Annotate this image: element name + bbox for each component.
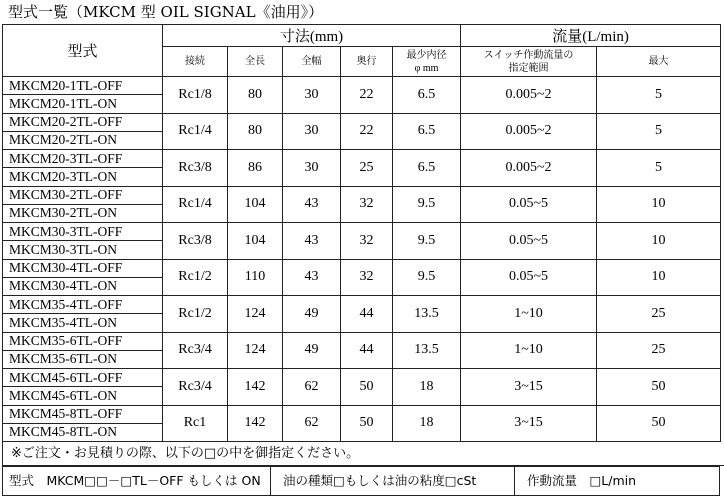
cell-switch-range: 3~15 <box>461 405 597 442</box>
cell-length: 80 <box>228 77 283 114</box>
order-spec-row <box>2 466 720 496</box>
order-flow-spec: 作動流量 □L/min <box>527 473 637 488</box>
cell-switch-range: 0.005~2 <box>461 113 597 150</box>
cell-length: 86 <box>228 150 283 187</box>
header-length: 全長 <box>228 47 283 77</box>
model-spec-table <box>2 24 721 442</box>
cell-min-bore: 6.5 <box>393 113 461 150</box>
header-width: 全幅 <box>283 47 341 77</box>
cell-length: 124 <box>228 296 283 333</box>
cell-connection: Rc1/2 <box>163 296 228 333</box>
table-row <box>3 113 721 131</box>
order-model-spec: 型式 MKCM□□－□TL－OFF もしくは ON <box>3 467 271 495</box>
header-model: 型式 <box>3 25 163 77</box>
header-switch-range <box>461 47 597 77</box>
model-on: MKCM20-2TL-ON <box>3 131 163 149</box>
model-off: MKCM20-3TL-OFF <box>3 150 163 168</box>
cell-length: 124 <box>228 332 283 369</box>
cell-switch-range: 1~10 <box>461 296 597 333</box>
cell-depth: 44 <box>341 296 393 333</box>
order-oil-spec: 油の種類□もしくは油の粘度□cSt <box>271 467 515 495</box>
cell-connection: Rc3/8 <box>163 223 228 260</box>
model-on: MKCM30-4TL-ON <box>3 277 163 295</box>
header-connection: 接続 <box>163 47 228 77</box>
cell-max: 10 <box>597 259 721 296</box>
cell-connection: Rc3/4 <box>163 332 228 369</box>
model-on: MKCM45-8TL-ON <box>3 423 163 441</box>
table-row <box>3 223 721 241</box>
model-off: MKCM20-2TL-OFF <box>3 113 163 131</box>
model-off: MKCM35-4TL-OFF <box>3 296 163 314</box>
model-on: MKCM35-4TL-ON <box>3 314 163 332</box>
cell-max: 10 <box>597 186 721 223</box>
cell-width: 43 <box>283 223 341 260</box>
model-on: MKCM20-1TL-ON <box>3 95 163 113</box>
cell-connection: Rc1/4 <box>163 186 228 223</box>
cell-switch-range: 0.05~5 <box>461 223 597 260</box>
cell-switch-range: 0.005~2 <box>461 77 597 114</box>
model-on: MKCM45-6TL-ON <box>3 387 163 405</box>
table-row <box>3 186 721 204</box>
cell-depth: 50 <box>341 405 393 442</box>
cell-width: 49 <box>283 296 341 333</box>
model-on: MKCM30-3TL-ON <box>3 241 163 259</box>
model-off: MKCM30-3TL-OFF <box>3 223 163 241</box>
model-off: MKCM30-2TL-OFF <box>3 186 163 204</box>
table-row <box>3 405 721 423</box>
cell-min-bore: 18 <box>393 405 461 442</box>
cell-min-bore: 9.5 <box>393 259 461 296</box>
cell-max: 25 <box>597 332 721 369</box>
cell-switch-range: 1~10 <box>461 332 597 369</box>
cell-width: 49 <box>283 332 341 369</box>
cell-depth: 22 <box>341 77 393 114</box>
cell-depth: 50 <box>341 369 393 406</box>
cell-max: 10 <box>597 223 721 260</box>
cell-depth: 32 <box>341 259 393 296</box>
model-off: MKCM45-6TL-OFF <box>3 369 163 387</box>
model-off: MKCM35-6TL-OFF <box>3 332 163 350</box>
cell-max: 25 <box>597 296 721 333</box>
cell-width: 30 <box>283 77 341 114</box>
cell-connection: Rc1 <box>163 405 228 442</box>
model-on: MKCM20-3TL-ON <box>3 168 163 186</box>
cell-max: 5 <box>597 77 721 114</box>
model-on: MKCM30-2TL-ON <box>3 204 163 222</box>
cell-width: 43 <box>283 186 341 223</box>
page-title: 型式一覧（MKCM 型 OIL SIGNAL《油用》） <box>8 3 324 21</box>
cell-min-bore: 9.5 <box>393 223 461 260</box>
cell-length: 80 <box>228 113 283 150</box>
model-off: MKCM45-8TL-OFF <box>3 405 163 423</box>
header-switch-range-line1: スイッチ作動流量の <box>483 49 574 61</box>
cell-width: 43 <box>283 259 341 296</box>
table-row <box>3 150 721 168</box>
cell-length: 110 <box>228 259 283 296</box>
cell-length: 142 <box>228 369 283 406</box>
header-min-bore-line1: 最少内径 <box>406 49 447 61</box>
cell-depth: 22 <box>341 113 393 150</box>
table-row <box>3 77 721 95</box>
cell-switch-range: 0.005~2 <box>461 150 597 187</box>
cell-max: 50 <box>597 369 721 406</box>
cell-min-bore: 6.5 <box>393 77 461 114</box>
table-row <box>3 332 721 350</box>
cell-min-bore: 6.5 <box>393 150 461 187</box>
cell-max: 5 <box>597 150 721 187</box>
cell-depth: 44 <box>341 332 393 369</box>
model-off: MKCM30-4TL-OFF <box>3 259 163 277</box>
cell-depth: 25 <box>341 150 393 187</box>
model-on: MKCM35-6TL-ON <box>3 350 163 368</box>
cell-max: 5 <box>597 113 721 150</box>
header-depth: 奥行 <box>341 47 393 77</box>
cell-connection: Rc3/8 <box>163 150 228 187</box>
header-max: 最大 <box>597 47 721 77</box>
order-note: ※ご注文・お見積りの際、以下の□の中を御指定ください。 <box>2 442 724 466</box>
model-off: MKCM20-1TL-OFF <box>3 77 163 95</box>
cell-length: 104 <box>228 186 283 223</box>
cell-length: 142 <box>228 405 283 442</box>
cell-length: 104 <box>228 223 283 260</box>
table-row <box>3 296 721 314</box>
cell-min-bore: 13.5 <box>393 296 461 333</box>
cell-depth: 32 <box>341 186 393 223</box>
header-flow: 流量(L/min) <box>461 25 721 47</box>
cell-width: 30 <box>283 150 341 187</box>
table-row <box>3 259 721 277</box>
cell-min-bore: 18 <box>393 369 461 406</box>
cell-depth: 32 <box>341 223 393 260</box>
cell-width: 62 <box>283 405 341 442</box>
table-row <box>3 369 721 387</box>
cell-width: 62 <box>283 369 341 406</box>
header-min-bore <box>393 47 461 77</box>
cell-switch-range: 0.05~5 <box>461 186 597 223</box>
cell-min-bore: 9.5 <box>393 186 461 223</box>
cell-min-bore: 13.5 <box>393 332 461 369</box>
cell-connection: Rc3/4 <box>163 369 228 406</box>
header-switch-range-line2: 指定範囲 <box>508 62 549 74</box>
cell-switch-range: 3~15 <box>461 369 597 406</box>
cell-connection: Rc1/8 <box>163 77 228 114</box>
cell-max: 50 <box>597 405 721 442</box>
cell-connection: Rc1/2 <box>163 259 228 296</box>
cell-connection: Rc1/4 <box>163 113 228 150</box>
cell-width: 30 <box>283 113 341 150</box>
header-min-bore-line2: φ mm <box>414 62 439 74</box>
header-dimensions: 寸法(mm) <box>163 25 461 47</box>
cell-switch-range: 0.05~5 <box>461 259 597 296</box>
